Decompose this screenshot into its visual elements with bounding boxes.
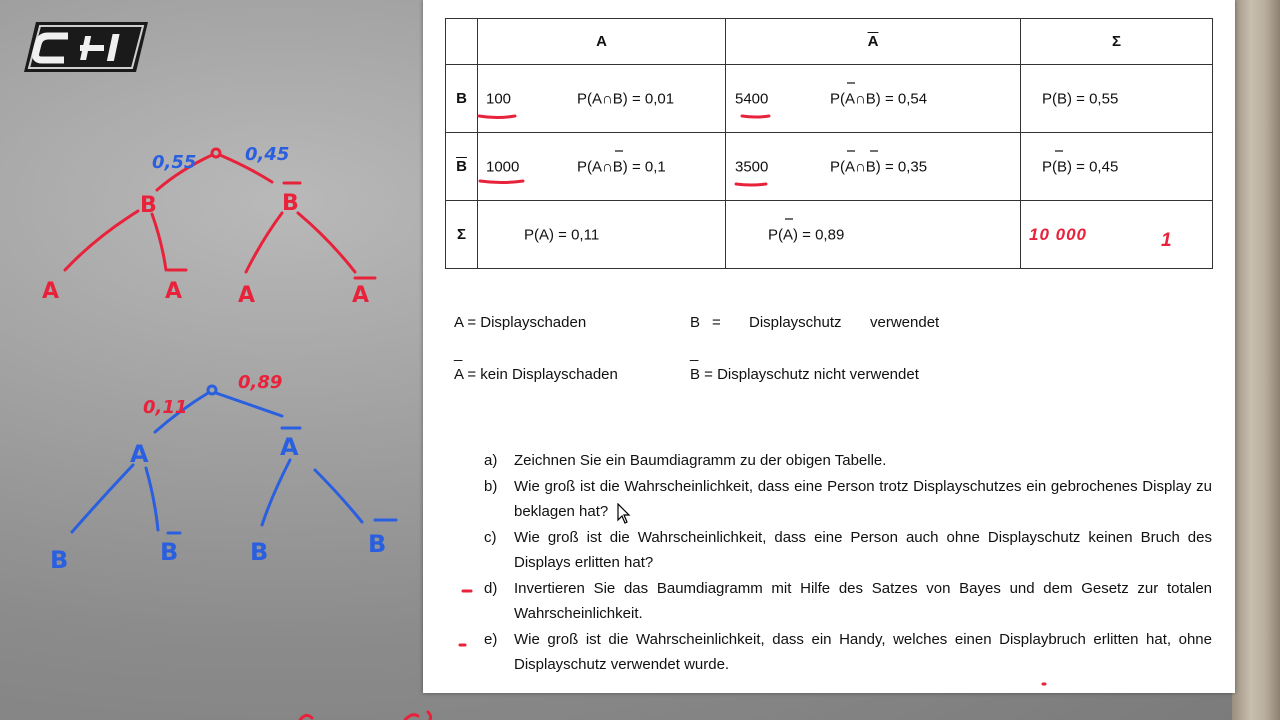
- question-label: d): [484, 579, 498, 597]
- def-not-a: A = kein Displayschaden: [454, 366, 618, 383]
- def-b-equals: =: [712, 314, 721, 331]
- row-header-sum: [446, 201, 478, 269]
- prob-not-a: P(A) = 0,89: [768, 226, 845, 243]
- red-tree-leaf-4: A: [352, 283, 370, 308]
- row-header-not-b-label: $\overline{B}$: [456, 158, 467, 175]
- question-label: c): [484, 528, 497, 546]
- row-header-b: [446, 65, 478, 133]
- def-b-text: Displayschutz: [749, 314, 842, 331]
- red-tree-node-b: B: [140, 193, 157, 218]
- cell-a-and-not-b: [478, 133, 726, 201]
- def-not-a-bar: _: [454, 345, 463, 362]
- prob-a-and-b: P(A∩B) = 0,01: [577, 90, 675, 107]
- cell-not-a-and-not-b: [726, 133, 1021, 201]
- blue-tree-node-a: A: [130, 440, 149, 468]
- count-not-a-and-b: 5400: [735, 90, 769, 107]
- mouse-cursor-icon: [617, 503, 631, 525]
- col-header-not-a: [726, 19, 1021, 65]
- row-header-b-label: B: [456, 90, 467, 107]
- cell-p-b: [1021, 65, 1213, 133]
- total-count-handwritten: 10 000: [1029, 224, 1087, 244]
- question-text: Invertieren Sie das Baumdiagramm mit Hilfe des Satzes von Bayes und dem Gesetz zur totalen Wahrscheinlichkeit.: [514, 579, 1212, 622]
- cell-p-not-b: [1021, 133, 1213, 201]
- def-b-used: verwendet: [870, 314, 940, 331]
- question-label: b): [484, 477, 498, 495]
- question-c: [484, 525, 1212, 576]
- question-text: Wie groß ist die Wahrscheinlichkeit, dass eine Person auch ohne Displayschutz keinen Bruch des Displays erlitten hat?: [514, 528, 1212, 571]
- question-b: [484, 474, 1212, 525]
- cell-p-not-a: [726, 201, 1021, 269]
- cell-a-and-b: [478, 65, 726, 133]
- cell-not-a-and-b: [726, 65, 1021, 133]
- row-header-sum-label: Σ: [456, 226, 466, 243]
- red-tree-prob-not-b: 0,45: [245, 144, 290, 165]
- prob-b: P(B) = 0,55: [1042, 90, 1119, 107]
- def-b-letter: B: [690, 314, 701, 331]
- prob-a-and-not-b: P(A∩B) = 0,1: [577, 158, 666, 175]
- table-corner-cell: [446, 19, 478, 65]
- question-label: a): [484, 452, 498, 469]
- blue-tree-prob-not-a: 0,89: [238, 372, 283, 393]
- question-d: [484, 576, 1212, 627]
- table-row-not-b: [446, 133, 1213, 201]
- question-list: [484, 448, 1212, 678]
- red-tree-prob-b: 0,55: [152, 152, 197, 173]
- blue-tree-leaf-4: B: [368, 530, 387, 558]
- col-header-a: [478, 19, 726, 65]
- col-header-not-a-label: $\overline{A}$: [867, 33, 879, 50]
- table-row-sum: [446, 201, 1213, 269]
- question-text: Wie groß ist die Wahrscheinlichkeit, dass ein Handy, welches einen Displaybruch erlitten hat, ohne Displayschutz verwendet wurde.: [514, 630, 1212, 673]
- col-header-a-label: A: [596, 33, 607, 50]
- col-header-sum-label: Σ: [1111, 33, 1121, 50]
- prob-not-b: P(B) = 0,45: [1042, 158, 1119, 175]
- logo-icon: [22, 18, 150, 76]
- question-text: Zeichnen Sie ein Baumdiagramm zu der obigen Tabelle.: [514, 452, 887, 469]
- red-tree-leaf-1: A: [42, 279, 60, 304]
- question-e: [484, 627, 1212, 678]
- blue-tree-leaf-2: B: [160, 538, 179, 566]
- col-header-sum: [1021, 19, 1213, 65]
- prob-a: P(A) = 0,11: [524, 226, 600, 243]
- total-prob-handwritten: 1: [1161, 230, 1172, 252]
- blue-tree-node-not-a: A: [280, 433, 299, 461]
- wooden-frame: [1232, 0, 1280, 720]
- question-text: Wie groß ist die Wahrscheinlichkeit, dass eine Person trotz Displayschutzes ein gebrochenes Display zu beklagen hat?: [514, 477, 1212, 520]
- def-not-b: B = Displayschutz nicht verwendet: [690, 366, 919, 383]
- red-tree-leaf-2: A: [165, 279, 183, 304]
- red-tree-leaf-3: A: [238, 283, 256, 308]
- prob-not-a-and-not-b: P(A∩B) = 0,35: [830, 158, 928, 175]
- count-a-and-not-b: 1000: [486, 158, 520, 175]
- blue-tree-leaf-3: B: [250, 538, 269, 566]
- row-header-not-b: [446, 133, 478, 201]
- blue-tree-leaf-1: B: [50, 546, 69, 574]
- red-tree-node-not-b: B: [282, 191, 299, 216]
- def-a: A = Displayschaden: [454, 314, 587, 331]
- count-not-a-and-not-b: 3500: [735, 158, 769, 175]
- def-not-b-bar: _: [690, 345, 699, 362]
- cell-total: [1021, 201, 1213, 269]
- question-a: [484, 448, 1212, 474]
- table-row-b: [446, 65, 1213, 133]
- cell-p-a: [478, 201, 726, 269]
- table-header-row: [446, 19, 1213, 65]
- prob-not-a-and-b: P(A∩B) = 0,54: [830, 90, 928, 107]
- question-label: e): [484, 630, 498, 648]
- count-a-and-b: 100: [486, 90, 512, 107]
- contingency-table: [445, 18, 1213, 269]
- blue-tree-prob-a: 0,11: [143, 397, 188, 418]
